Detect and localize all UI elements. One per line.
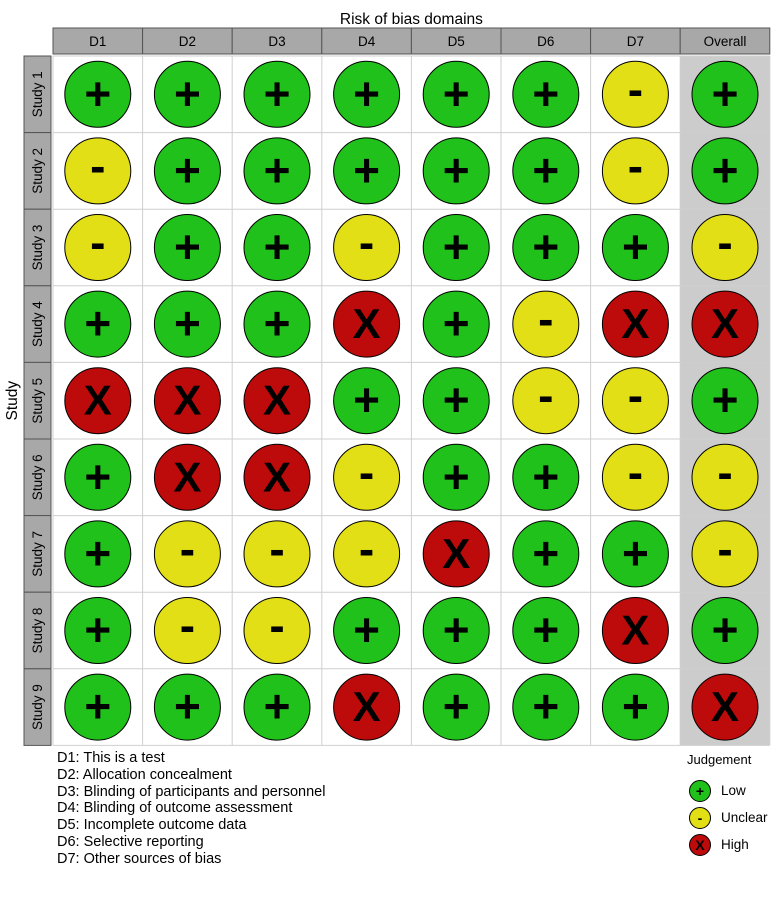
row-header-study-2: Study 2 bbox=[30, 148, 45, 194]
judgement-study-7-d4-symbol: - bbox=[358, 522, 375, 575]
judgement-study-2-overall-symbol: + bbox=[711, 143, 739, 196]
judgement-study-2-d5-symbol: + bbox=[442, 143, 470, 196]
high-legend-dot: X bbox=[689, 834, 711, 856]
column-header-overall: Overall bbox=[703, 34, 747, 49]
column-header-d4: D4 bbox=[357, 34, 376, 49]
domain-description: D2: Allocation concealment bbox=[57, 766, 232, 783]
judgement-study-5-d1-symbol: X bbox=[83, 376, 112, 424]
domain-description: D7: Other sources of bias bbox=[57, 850, 222, 867]
judgement-study-6-d6-symbol: + bbox=[532, 450, 560, 503]
judgement-legend-item-unclear bbox=[665, 804, 775, 831]
judgement-study-1-d6-symbol: + bbox=[532, 67, 560, 120]
judgement-legend-item-high bbox=[665, 831, 775, 858]
row-header-study-7: Study 7 bbox=[30, 531, 45, 577]
domain-legend bbox=[57, 750, 325, 868]
judgement-legend bbox=[665, 752, 775, 858]
judgement-legend-label: High bbox=[721, 837, 749, 852]
column-header-d5: D5 bbox=[447, 34, 465, 49]
judgement-study-7-d1-symbol: + bbox=[84, 526, 112, 579]
judgement-legend-label: Unclear bbox=[721, 810, 768, 825]
judgement-study-8-d3-symbol: - bbox=[269, 599, 285, 652]
low-legend-dot: + bbox=[689, 780, 711, 802]
judgement-study-3-d4-symbol: - bbox=[358, 216, 375, 269]
row-header-study-4: Study 4 bbox=[30, 301, 45, 347]
row-header-study-5: Study 5 bbox=[30, 377, 45, 424]
judgement-study-8-d1-symbol: + bbox=[84, 603, 112, 656]
judgement-study-6-d7-symbol: - bbox=[627, 446, 644, 499]
judgement-study-3-d2-symbol: + bbox=[173, 220, 201, 273]
judgement-study-5-d4-symbol: + bbox=[353, 373, 381, 426]
judgement-study-1-d7-symbol: - bbox=[627, 63, 644, 116]
judgement-study-6-d2-symbol: X bbox=[173, 453, 202, 501]
judgement-study-1-d5-symbol: + bbox=[442, 67, 470, 120]
judgement-study-4-d3-symbol: + bbox=[263, 297, 291, 350]
judgement-study-2-d1-symbol: - bbox=[90, 139, 106, 192]
judgement-study-5-d7-symbol: - bbox=[627, 369, 644, 422]
judgement-study-6-overall-symbol: - bbox=[717, 446, 733, 499]
judgement-study-9-d2-symbol: + bbox=[173, 680, 201, 733]
judgement-study-1-overall-symbol: + bbox=[711, 67, 739, 120]
column-header-d7: D7 bbox=[626, 34, 645, 49]
judgement-study-5-d3-symbol: X bbox=[262, 376, 292, 424]
judgement-study-9-overall-symbol: X bbox=[710, 683, 740, 731]
judgement-study-3-d1-symbol: - bbox=[90, 216, 106, 269]
judgement-study-8-d6-symbol: + bbox=[532, 603, 560, 656]
judgement-study-8-overall-symbol: + bbox=[711, 603, 739, 656]
judgement-study-1-d2-symbol: + bbox=[173, 67, 201, 120]
column-header-d3: D3 bbox=[268, 34, 286, 49]
domain-description: D1: This is a test bbox=[57, 750, 165, 766]
unclear-legend-dot: - bbox=[689, 807, 711, 829]
judgement-study-6-d5-symbol: + bbox=[442, 450, 470, 503]
judgement-study-3-d6-symbol: + bbox=[532, 220, 560, 273]
domain-description: D4: Blinding of outcome assessment bbox=[57, 800, 293, 817]
judgement-study-7-d2-symbol: - bbox=[179, 522, 196, 575]
judgement-study-4-d4-symbol: X bbox=[352, 300, 381, 348]
row-header-study-9: Study 9 bbox=[30, 684, 45, 730]
judgement-study-8-d7-symbol: X bbox=[621, 606, 650, 654]
judgement-study-8-d2-symbol: - bbox=[179, 599, 196, 652]
judgement-study-4-d6-symbol: - bbox=[538, 293, 554, 346]
judgement-study-5-overall-symbol: + bbox=[711, 373, 739, 426]
judgement-study-7-d7-symbol: + bbox=[621, 526, 649, 579]
column-header-d6: D6 bbox=[537, 34, 555, 49]
judgement-study-7-d6-symbol: + bbox=[532, 526, 560, 579]
judgement-study-8-d4-symbol: + bbox=[353, 603, 381, 656]
judgement-study-3-d3-symbol: + bbox=[263, 220, 291, 273]
judgement-study-4-d1-symbol: + bbox=[84, 297, 112, 350]
chart-title: Risk of bias domains bbox=[339, 11, 483, 28]
judgement-legend-title: Judgement bbox=[687, 752, 752, 767]
judgement-study-6-d4-symbol: - bbox=[358, 446, 375, 499]
judgement-legend-label: Low bbox=[721, 783, 746, 798]
judgement-study-6-d3-symbol: X bbox=[262, 453, 292, 501]
judgement-study-7-overall-symbol: - bbox=[717, 522, 733, 575]
judgement-study-4-d7-symbol: X bbox=[621, 300, 650, 348]
judgement-study-9-d4-symbol: X bbox=[352, 683, 381, 731]
judgement-study-2-d7-symbol: - bbox=[627, 139, 644, 192]
judgement-study-2-d2-symbol: + bbox=[173, 143, 201, 196]
judgement-study-2-d6-symbol: + bbox=[532, 143, 560, 196]
column-header-d1: D1 bbox=[89, 34, 107, 49]
judgement-study-5-d2-symbol: X bbox=[173, 376, 202, 424]
judgement-legend-item-low bbox=[665, 777, 775, 804]
judgement-study-9-d6-symbol: + bbox=[532, 680, 560, 733]
judgement-study-5-d5-symbol: + bbox=[442, 373, 470, 426]
judgement-study-4-overall-symbol: X bbox=[710, 300, 740, 348]
judgement-study-7-d3-symbol: - bbox=[269, 522, 285, 575]
judgement-study-1-d4-symbol: + bbox=[353, 67, 381, 120]
judgement-study-3-overall-symbol: - bbox=[717, 216, 733, 269]
domain-description: D3: Blinding of participants and personnel bbox=[57, 783, 326, 800]
judgement-study-9-d7-symbol: + bbox=[621, 680, 649, 733]
judgement-study-4-d2-symbol: + bbox=[173, 297, 201, 350]
y-axis-label: Study bbox=[4, 380, 21, 421]
judgement-study-2-d3-symbol: + bbox=[263, 143, 291, 196]
judgement-study-5-d6-symbol: - bbox=[538, 369, 554, 422]
column-header-d2: D2 bbox=[178, 34, 197, 49]
row-header-study-3: Study 3 bbox=[30, 224, 45, 271]
domain-description: D5: Incomplete outcome data bbox=[57, 817, 247, 834]
judgement-study-1-d1-symbol: + bbox=[84, 67, 112, 120]
judgement-study-2-d4-symbol: + bbox=[353, 143, 381, 196]
judgement-study-9-d1-symbol: + bbox=[84, 680, 112, 733]
row-header-study-8: Study 8 bbox=[30, 607, 45, 654]
judgement-study-9-d3-symbol: + bbox=[263, 680, 291, 733]
judgement-study-4-d5-symbol: + bbox=[442, 297, 470, 350]
judgement-study-9-d5-symbol: + bbox=[442, 680, 470, 733]
row-header-study-1: Study 1 bbox=[30, 71, 45, 118]
domain-description: D6: Selective reporting bbox=[57, 833, 204, 850]
judgement-study-3-d7-symbol: + bbox=[621, 220, 649, 273]
judgement-study-1-d3-symbol: + bbox=[263, 67, 291, 120]
judgement-study-3-d5-symbol: + bbox=[442, 220, 470, 273]
judgement-study-6-d1-symbol: + bbox=[84, 450, 112, 503]
judgement-study-8-d5-symbol: + bbox=[442, 603, 470, 656]
row-header-study-6: Study 6 bbox=[30, 454, 45, 501]
judgement-study-7-d5-symbol: X bbox=[442, 529, 471, 577]
